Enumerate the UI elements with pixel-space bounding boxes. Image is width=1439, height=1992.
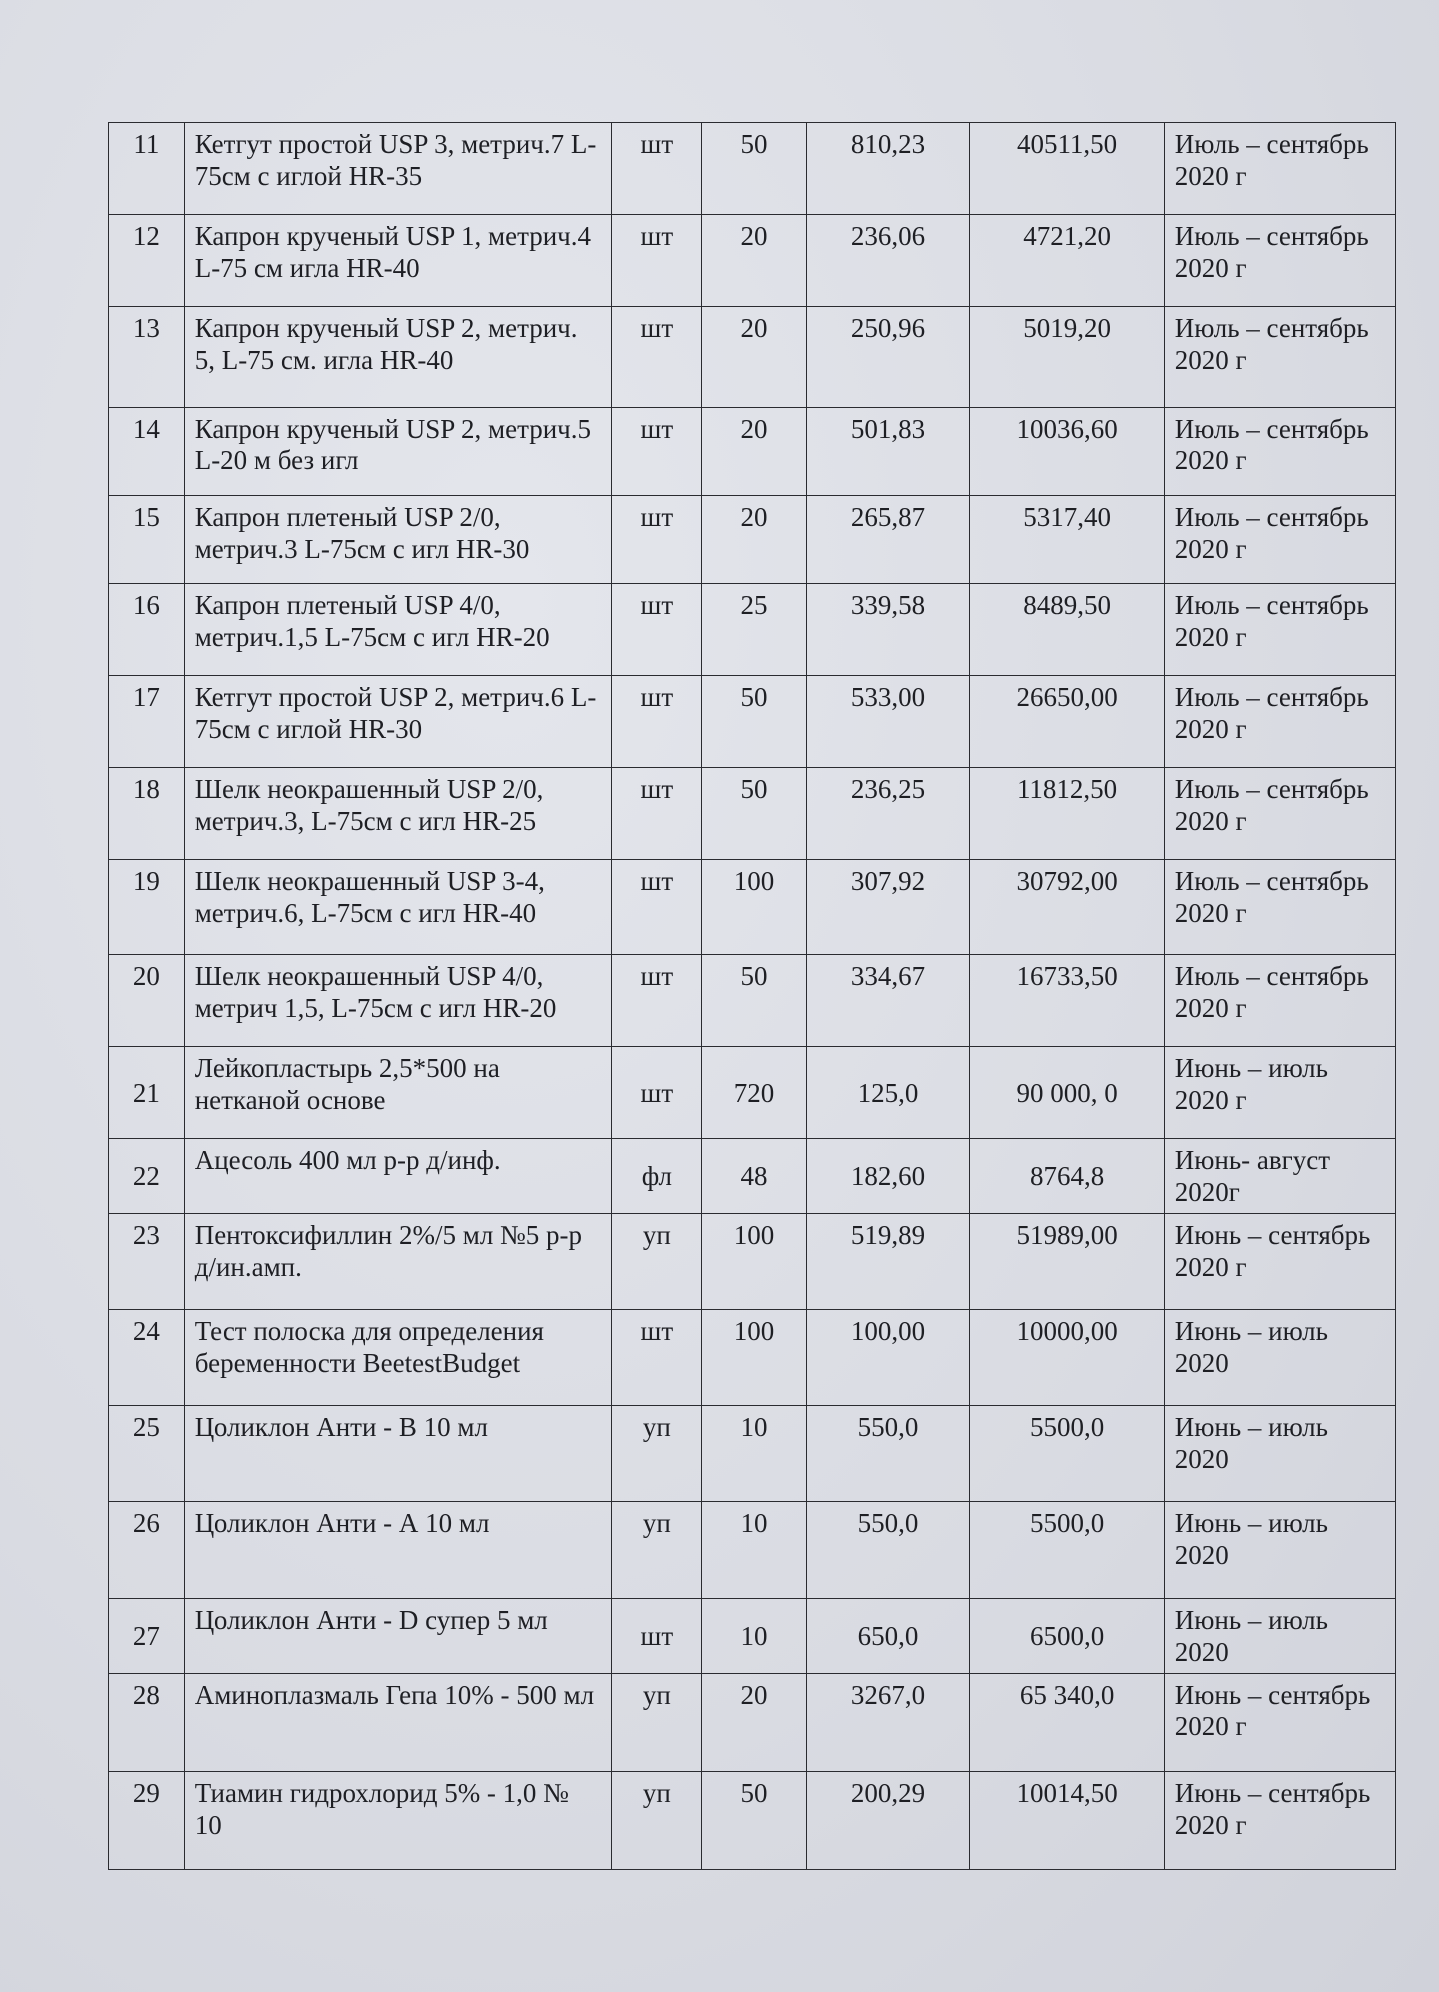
unit-cell: шт bbox=[612, 1598, 702, 1673]
item-name: Капрон крученый USP 2, метрич. 5, L-75 см. игла HR-40 bbox=[184, 307, 612, 407]
price-cell: 307,92 bbox=[806, 860, 970, 954]
unit-cell: шт bbox=[612, 307, 702, 407]
sum-cell: 30792,00 bbox=[970, 860, 1164, 954]
quantity-cell: 50 bbox=[702, 676, 806, 768]
quantity-cell: 10 bbox=[702, 1502, 806, 1598]
quantity-cell: 20 bbox=[702, 495, 806, 583]
sum-cell: 10000,00 bbox=[970, 1310, 1164, 1406]
table-row bbox=[109, 860, 1396, 954]
sum-cell: 26650,00 bbox=[970, 676, 1164, 768]
table-row bbox=[109, 307, 1396, 407]
price-cell: 810,23 bbox=[806, 123, 970, 215]
price-cell: 236,06 bbox=[806, 215, 970, 307]
unit-cell: шт bbox=[612, 954, 702, 1046]
item-name: Кетгут простой USP 3, метрич.7 L-75см с иглой HR-35 bbox=[184, 123, 612, 215]
row-number: 22 bbox=[109, 1139, 185, 1214]
unit-cell: шт bbox=[612, 407, 702, 495]
period-cell: Июнь – июль 2020 bbox=[1164, 1598, 1395, 1673]
sum-cell: 5019,20 bbox=[970, 307, 1164, 407]
price-cell: 334,67 bbox=[806, 954, 970, 1046]
period-cell: Июнь – июль 2020 bbox=[1164, 1406, 1395, 1502]
period-cell: Июнь – июль 2020 bbox=[1164, 1310, 1395, 1406]
price-cell: 533,00 bbox=[806, 676, 970, 768]
table-row bbox=[109, 1139, 1396, 1214]
row-number: 29 bbox=[109, 1771, 185, 1869]
price-cell: 182,60 bbox=[806, 1139, 970, 1214]
period-cell: Июль – сентябрь 2020 г bbox=[1164, 307, 1395, 407]
supply-table bbox=[108, 122, 1396, 1870]
table-row bbox=[109, 495, 1396, 583]
period-cell: Июль – сентябрь 2020 г bbox=[1164, 123, 1395, 215]
quantity-cell: 100 bbox=[702, 1310, 806, 1406]
row-number: 21 bbox=[109, 1046, 185, 1138]
row-number: 13 bbox=[109, 307, 185, 407]
item-name: Шелк неокрашенный USP 4/0, метрич 1,5, L-75см с игл HR-20 bbox=[184, 954, 612, 1046]
sum-cell: 4721,20 bbox=[970, 215, 1164, 307]
period-cell: Июль – сентябрь 2020 г bbox=[1164, 407, 1395, 495]
item-name: Капрон плетеный USP 2/0, метрич.3 L-75см с игл HR-30 bbox=[184, 495, 612, 583]
quantity-cell: 10 bbox=[702, 1406, 806, 1502]
item-name: Капрон плетеный USP 4/0, метрич.1,5 L-75см с игл HR-20 bbox=[184, 583, 612, 675]
row-number: 14 bbox=[109, 407, 185, 495]
row-number: 18 bbox=[109, 768, 185, 860]
item-name: Цоликлон Анти - D супер 5 мл bbox=[184, 1598, 612, 1673]
period-cell: Июль – сентябрь 2020 г bbox=[1164, 215, 1395, 307]
price-cell: 236,25 bbox=[806, 768, 970, 860]
unit-cell: шт bbox=[612, 1046, 702, 1138]
quantity-cell: 10 bbox=[702, 1598, 806, 1673]
sum-cell: 5500,0 bbox=[970, 1406, 1164, 1502]
quantity-cell: 50 bbox=[702, 954, 806, 1046]
table-row bbox=[109, 1771, 1396, 1869]
row-number: 27 bbox=[109, 1598, 185, 1673]
quantity-cell: 50 bbox=[702, 123, 806, 215]
price-cell: 250,96 bbox=[806, 307, 970, 407]
quantity-cell: 20 bbox=[702, 307, 806, 407]
row-number: 19 bbox=[109, 860, 185, 954]
table-row bbox=[109, 1598, 1396, 1673]
unit-cell: шт bbox=[612, 1310, 702, 1406]
item-name: Аминоплазмаль Гепа 10% - 500 мл bbox=[184, 1673, 612, 1771]
period-cell: Июнь- август 2020г bbox=[1164, 1139, 1395, 1214]
period-cell: Июль – сентябрь 2020 г bbox=[1164, 676, 1395, 768]
unit-cell: уп bbox=[612, 1213, 702, 1309]
sum-cell: 90 000, 0 bbox=[970, 1046, 1164, 1138]
table-row bbox=[109, 676, 1396, 768]
price-cell: 125,0 bbox=[806, 1046, 970, 1138]
quantity-cell: 20 bbox=[702, 1673, 806, 1771]
quantity-cell: 100 bbox=[702, 860, 806, 954]
sum-cell: 10014,50 bbox=[970, 1771, 1164, 1869]
table-row bbox=[109, 1502, 1396, 1598]
period-cell: Июль – сентябрь 2020 г bbox=[1164, 954, 1395, 1046]
quantity-cell: 50 bbox=[702, 1771, 806, 1869]
quantity-cell: 25 bbox=[702, 583, 806, 675]
quantity-cell: 50 bbox=[702, 768, 806, 860]
price-cell: 100,00 bbox=[806, 1310, 970, 1406]
table-row bbox=[109, 407, 1396, 495]
item-name: Цоликлон Анти - В 10 мл bbox=[184, 1406, 612, 1502]
sum-cell: 5500,0 bbox=[970, 1502, 1164, 1598]
period-cell: Июнь – сентябрь 2020 г bbox=[1164, 1673, 1395, 1771]
row-number: 20 bbox=[109, 954, 185, 1046]
sum-cell: 65 340,0 bbox=[970, 1673, 1164, 1771]
table-row bbox=[109, 215, 1396, 307]
item-name: Лейкопластырь 2,5*500 на нетканой основе bbox=[184, 1046, 612, 1138]
price-cell: 550,0 bbox=[806, 1502, 970, 1598]
row-number: 28 bbox=[109, 1673, 185, 1771]
sum-cell: 40511,50 bbox=[970, 123, 1164, 215]
item-name: Пентоксифиллин 2%/5 мл №5 р-р д/ин.амп. bbox=[184, 1213, 612, 1309]
quantity-cell: 720 bbox=[702, 1046, 806, 1138]
unit-cell: шт bbox=[612, 495, 702, 583]
item-name: Капрон крученый USP 1, метрич.4 L-75 см игла HR-40 bbox=[184, 215, 612, 307]
sum-cell: 5317,40 bbox=[970, 495, 1164, 583]
period-cell: Июнь – сентябрь 2020 г bbox=[1164, 1213, 1395, 1309]
table-row bbox=[109, 123, 1396, 215]
table-row bbox=[109, 954, 1396, 1046]
price-cell: 3267,0 bbox=[806, 1673, 970, 1771]
item-name: Ацесоль 400 мл р-р д/инф. bbox=[184, 1139, 612, 1214]
unit-cell: шт bbox=[612, 123, 702, 215]
sum-cell: 6500,0 bbox=[970, 1598, 1164, 1673]
period-cell: Июнь – июль 2020 г bbox=[1164, 1046, 1395, 1138]
sum-cell: 8489,50 bbox=[970, 583, 1164, 675]
price-cell: 339,58 bbox=[806, 583, 970, 675]
unit-cell: шт bbox=[612, 768, 702, 860]
period-cell: Июнь – сентябрь 2020 г bbox=[1164, 1771, 1395, 1869]
table-row bbox=[109, 1213, 1396, 1309]
item-name: Тиамин гидрохлорид 5% - 1,0 № 10 bbox=[184, 1771, 612, 1869]
row-number: 25 bbox=[109, 1406, 185, 1502]
period-cell: Июль – сентябрь 2020 г bbox=[1164, 768, 1395, 860]
unit-cell: шт bbox=[612, 676, 702, 768]
table-row bbox=[109, 1310, 1396, 1406]
price-cell: 519,89 bbox=[806, 1213, 970, 1309]
table-row bbox=[109, 1673, 1396, 1771]
table-row bbox=[109, 1046, 1396, 1138]
table-row bbox=[109, 583, 1396, 675]
row-number: 23 bbox=[109, 1213, 185, 1309]
price-cell: 550,0 bbox=[806, 1406, 970, 1502]
item-name: Шелк неокрашенный USP 2/0, метрич.3, L-75см с игл HR-25 bbox=[184, 768, 612, 860]
unit-cell: фл bbox=[612, 1139, 702, 1214]
row-number: 26 bbox=[109, 1502, 185, 1598]
sum-cell: 8764,8 bbox=[970, 1139, 1164, 1214]
sum-cell: 51989,00 bbox=[970, 1213, 1164, 1309]
item-name: Капрон крученый USP 2, метрич.5 L-20 м без игл bbox=[184, 407, 612, 495]
price-cell: 501,83 bbox=[806, 407, 970, 495]
sum-cell: 16733,50 bbox=[970, 954, 1164, 1046]
quantity-cell: 48 bbox=[702, 1139, 806, 1214]
item-name: Кетгут простой USP 2, метрич.6 L-75см с иглой HR-30 bbox=[184, 676, 612, 768]
row-number: 16 bbox=[109, 583, 185, 675]
price-cell: 650,0 bbox=[806, 1598, 970, 1673]
item-name: Тест полоска для определения беременности BeetestBudget bbox=[184, 1310, 612, 1406]
row-number: 12 bbox=[109, 215, 185, 307]
period-cell: Июль – сентябрь 2020 г bbox=[1164, 860, 1395, 954]
table-row bbox=[109, 768, 1396, 860]
item-name: Цоликлон Анти - А 10 мл bbox=[184, 1502, 612, 1598]
row-number: 17 bbox=[109, 676, 185, 768]
row-number: 11 bbox=[109, 123, 185, 215]
row-number: 15 bbox=[109, 495, 185, 583]
period-cell: Июль – сентябрь 2020 г bbox=[1164, 495, 1395, 583]
unit-cell: уп bbox=[612, 1673, 702, 1771]
unit-cell: уп bbox=[612, 1771, 702, 1869]
unit-cell: уп bbox=[612, 1406, 702, 1502]
unit-cell: шт bbox=[612, 860, 702, 954]
price-cell: 265,87 bbox=[806, 495, 970, 583]
quantity-cell: 20 bbox=[702, 215, 806, 307]
period-cell: Июль – сентябрь 2020 г bbox=[1164, 583, 1395, 675]
unit-cell: шт bbox=[612, 583, 702, 675]
sum-cell: 10036,60 bbox=[970, 407, 1164, 495]
quantity-cell: 20 bbox=[702, 407, 806, 495]
price-cell: 200,29 bbox=[806, 1771, 970, 1869]
quantity-cell: 100 bbox=[702, 1213, 806, 1309]
item-name: Шелк неокрашенный USP 3-4, метрич.6, L-75см с игл HR-40 bbox=[184, 860, 612, 954]
period-cell: Июнь – июль 2020 bbox=[1164, 1502, 1395, 1598]
unit-cell: шт bbox=[612, 215, 702, 307]
row-number: 24 bbox=[109, 1310, 185, 1406]
unit-cell: уп bbox=[612, 1502, 702, 1598]
table-row bbox=[109, 1406, 1396, 1502]
sum-cell: 11812,50 bbox=[970, 768, 1164, 860]
